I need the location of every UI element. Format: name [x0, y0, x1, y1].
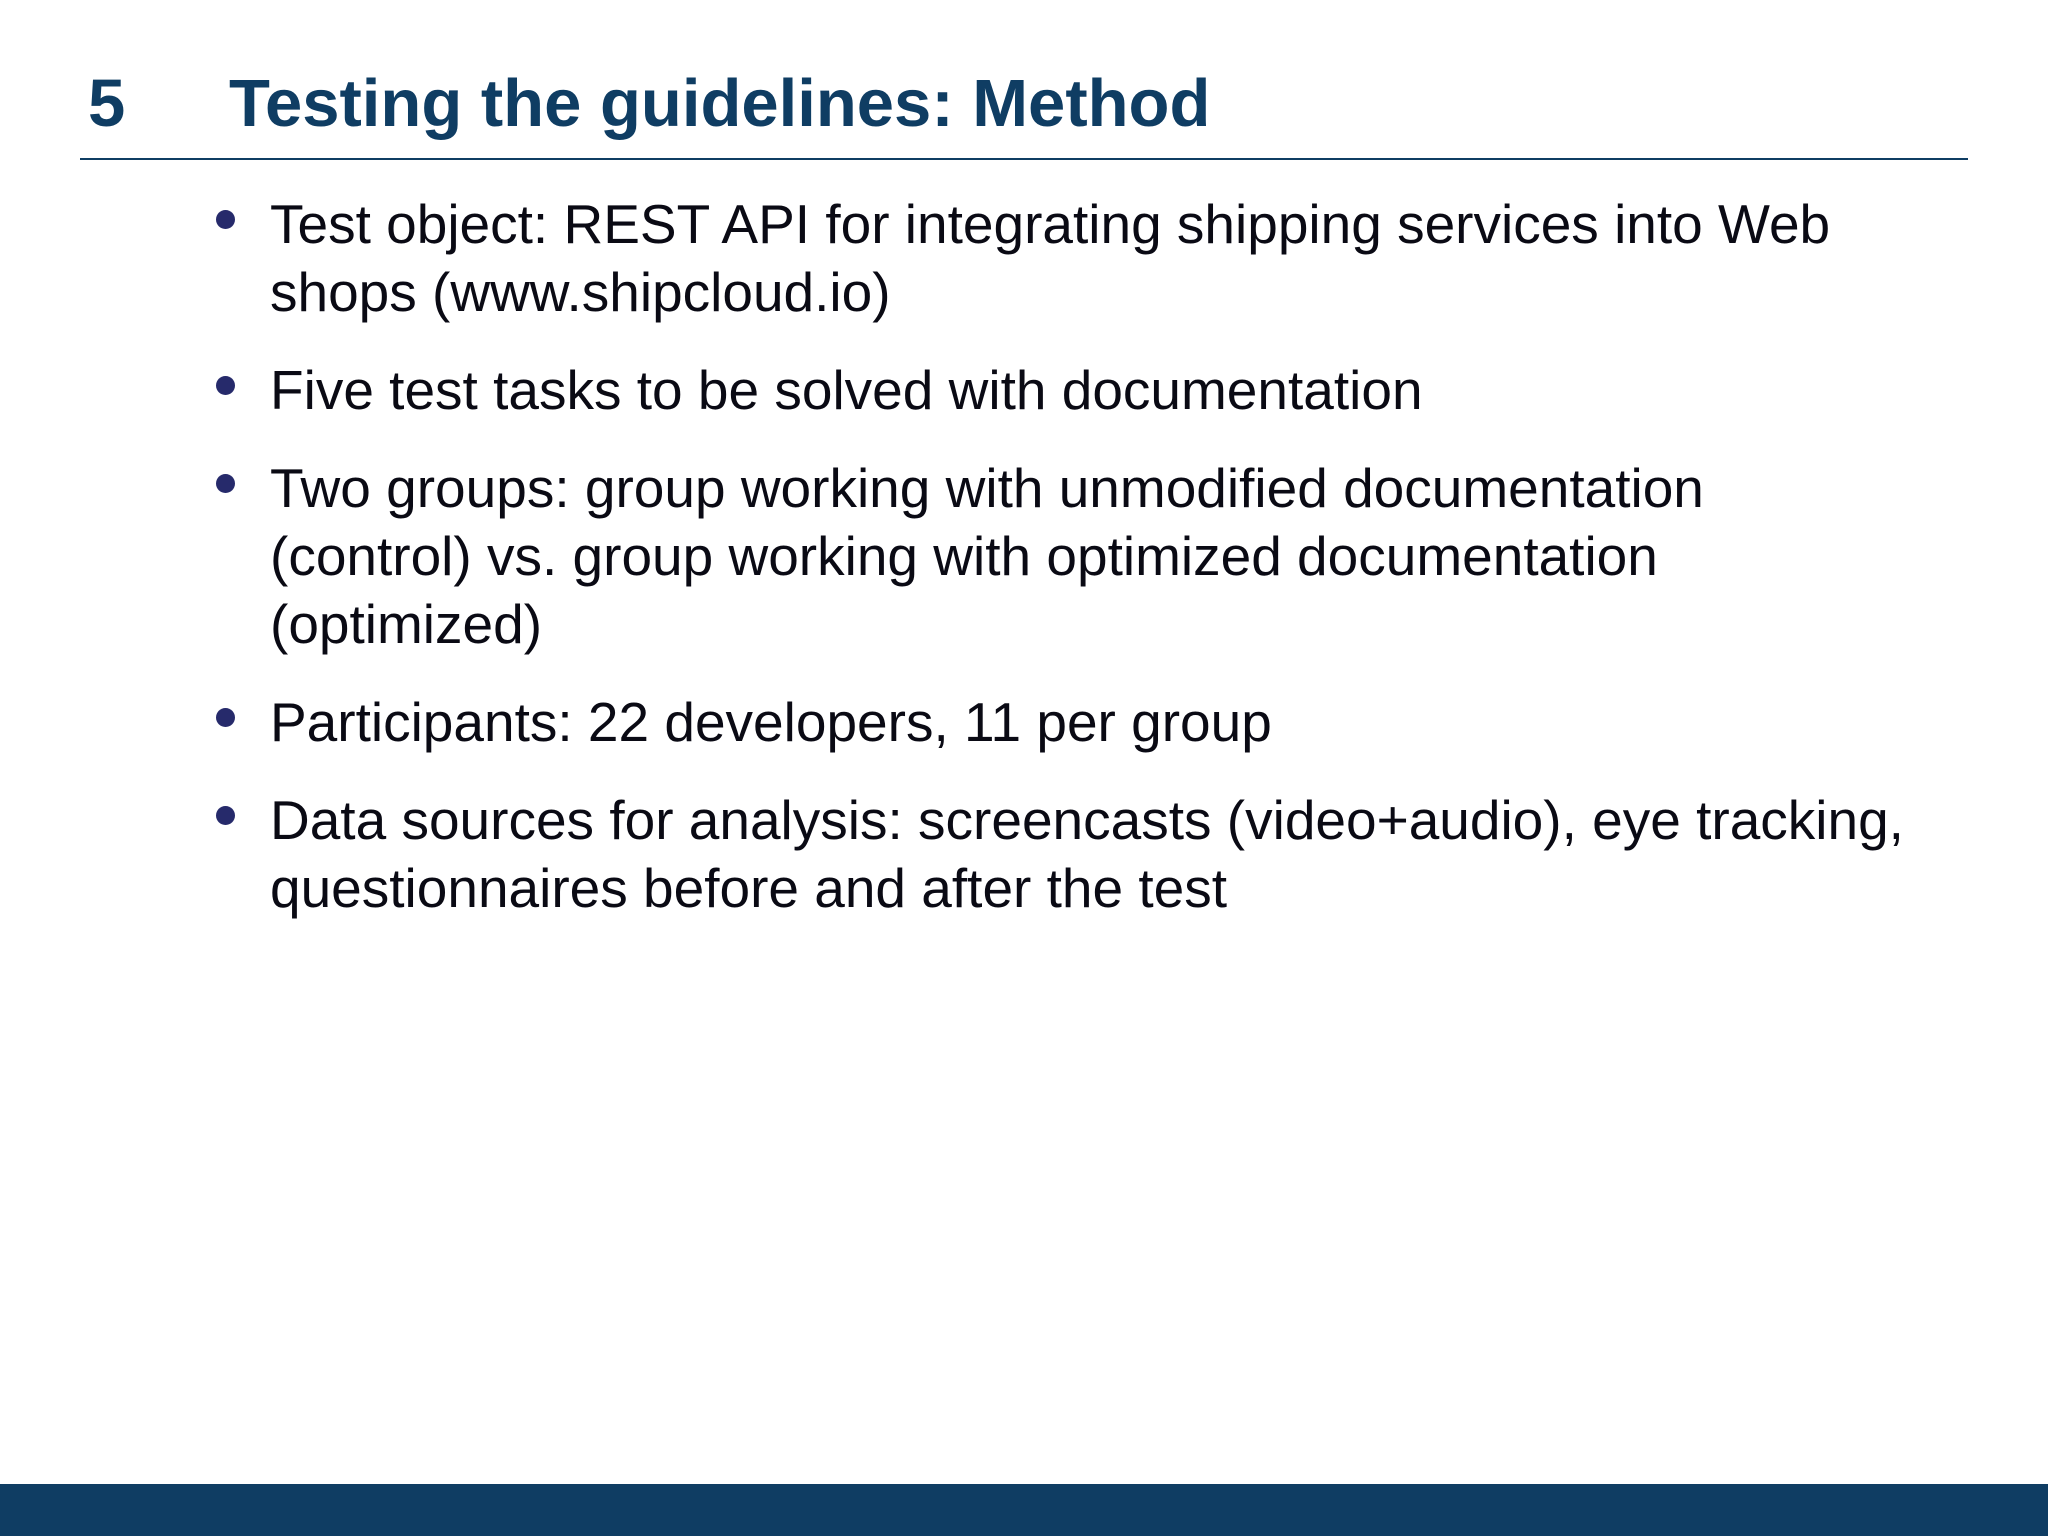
section-number: 5 — [88, 66, 126, 141]
bullet-dot-icon — [216, 210, 235, 229]
bullet-item — [0, 454, 2048, 658]
bullet-text: Test object: REST API for integrating shipping services into Web shops (www.shipcloud.io) — [270, 193, 1831, 323]
bullet-item — [0, 688, 2048, 756]
slide-header — [0, 0, 2048, 162]
bullet-list — [0, 190, 2048, 952]
slide-title: Testing the guidelines: Method — [229, 66, 1211, 141]
bullet-text: Five test tasks to be solved with documentation — [270, 359, 1423, 421]
title-divider — [80, 158, 1968, 160]
bullet-item — [0, 190, 2048, 326]
bullet-dot-icon — [216, 474, 235, 493]
bullet-dot-icon — [216, 376, 235, 395]
bullet-text: Data sources for analysis: screencasts (video+audio), eye tracking, questionnaires before and after the test — [270, 789, 1904, 919]
footer-bar — [0, 1484, 2048, 1536]
bullet-item — [0, 786, 2048, 922]
bullet-dot-icon — [216, 806, 235, 825]
bullet-text: Two groups: group working with unmodified documentation (control) vs. group working with optimized documentation (optimized) — [270, 457, 1704, 655]
bullet-item — [0, 356, 2048, 424]
bullet-dot-icon — [216, 708, 235, 727]
bullet-text: Participants: 22 developers, 11 per group — [270, 691, 1272, 753]
